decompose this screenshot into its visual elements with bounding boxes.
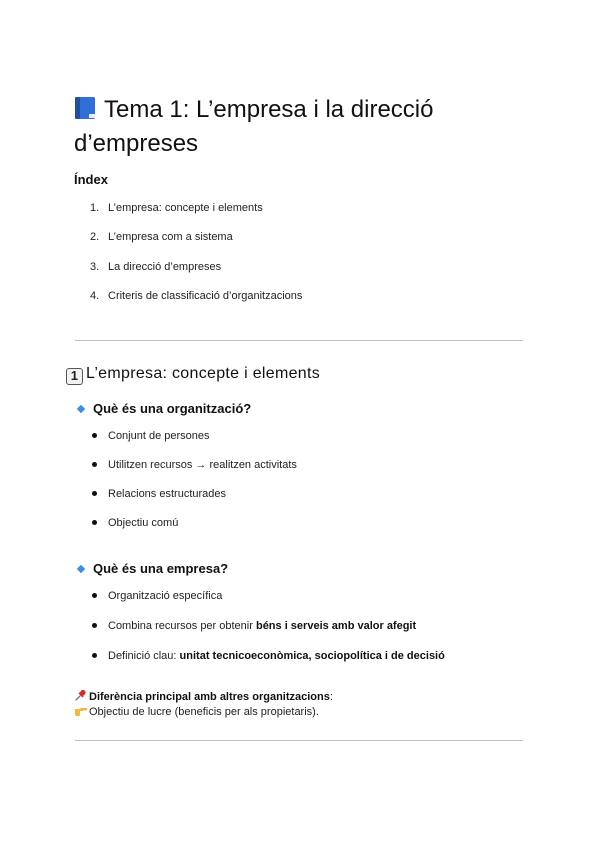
index-item-text: L’empresa: concepte i elements (108, 202, 263, 214)
empresa-heading-text: Què és una empresa? (93, 561, 229, 576)
pushpin-icon (74, 689, 87, 702)
empresa-heading (76, 561, 228, 577)
note-text-content: Objectiu de lucre (beneficis per als propietaris). (89, 706, 319, 718)
list-item-text: Definició clau: (108, 650, 180, 662)
diamond-icon (77, 405, 85, 413)
index-item-number: 4. (90, 290, 100, 302)
horizontal-divider (75, 740, 523, 741)
list-item-bold-text: béns i serveis amb valor afegit (255, 620, 417, 632)
index-item-3 (90, 260, 221, 274)
index-item-number: 2. (90, 231, 100, 243)
list-item-text: Objectiu comú (108, 517, 179, 529)
list-item (92, 458, 297, 472)
list-item (92, 516, 178, 530)
section-1-title: L’empresa: concepte i elements (86, 365, 321, 382)
note-text (74, 704, 319, 719)
index-item-number: 1. (90, 202, 100, 214)
list-item (92, 619, 416, 633)
index-item-1 (90, 201, 263, 215)
list-item (92, 589, 222, 603)
list-item-text: Combina recursos per obtenir (108, 620, 256, 632)
index-item-4 (90, 289, 302, 303)
bullet-icon (92, 433, 97, 438)
bullet-icon (92, 491, 97, 496)
section-1-heading (66, 364, 320, 385)
bullet-icon (92, 593, 97, 598)
list-item (92, 429, 210, 443)
title-line-1: Tema 1: L’empresa i la direcció (104, 96, 434, 123)
title-line-2: d’empreses (74, 130, 199, 157)
diamond-icon (77, 565, 85, 573)
bullet-icon (92, 623, 97, 628)
note-label-text: Diferència principal amb altres organitzacions (89, 691, 330, 703)
page-title (74, 93, 544, 161)
index-item-text: L’empresa com a sistema (108, 231, 233, 243)
book-icon (74, 96, 96, 120)
list-item-text: Relacions estructurades (108, 488, 227, 500)
index-item-text: La direcció d’empreses (108, 261, 222, 273)
organitzacio-heading (76, 401, 251, 417)
pointing-hand-icon (74, 704, 87, 717)
keycap-number-icon: 1 (66, 368, 83, 385)
note-label-colon: : (329, 691, 333, 703)
list-item-text: Conjunt de persones (108, 430, 210, 442)
index-item-number: 3. (90, 261, 100, 273)
bullet-icon (92, 462, 97, 467)
list-item-text: Organització específica (108, 590, 223, 602)
list-item-bold-text: unitat tecnicoeconòmica, sociopolítica i de decisió (179, 650, 445, 662)
list-item (92, 487, 226, 501)
index-item-text: Criteris de classificació d’organitzacions (108, 290, 303, 302)
bullet-icon (92, 653, 97, 658)
bullet-icon (92, 520, 97, 525)
list-item (92, 649, 445, 663)
index-item-2 (90, 230, 233, 244)
note-label (74, 689, 333, 704)
index-heading: Índex (74, 172, 108, 187)
horizontal-divider (75, 340, 523, 341)
list-item-text: Utilitzen recursos → realitzen activitats (108, 459, 297, 471)
organitzacio-heading-text: Què és una organització? (93, 401, 252, 416)
